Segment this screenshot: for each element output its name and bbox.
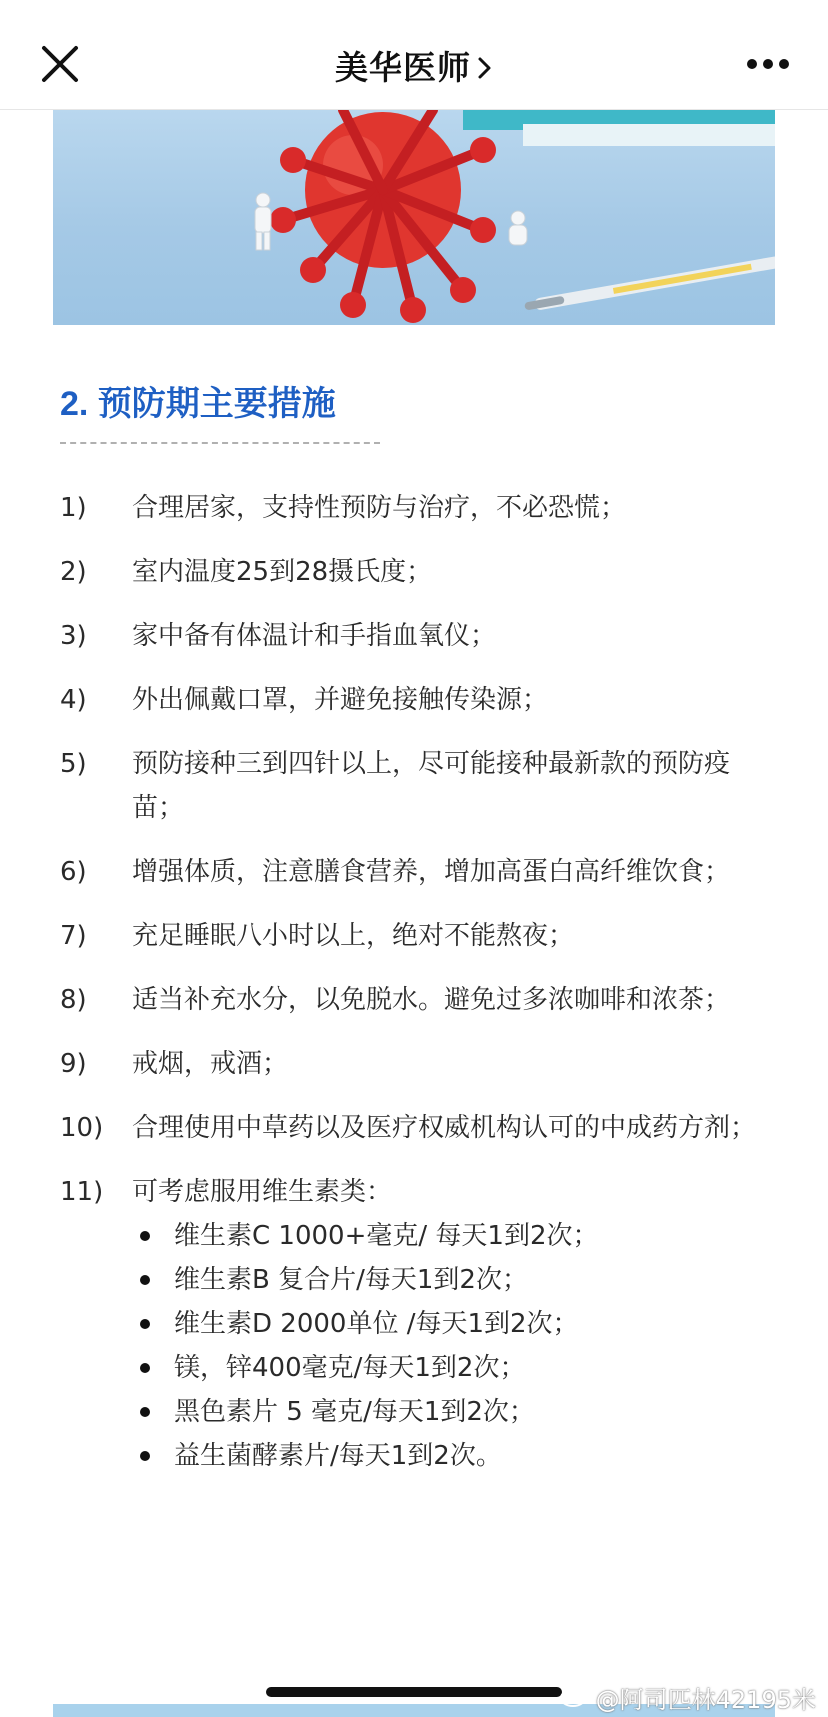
list-item	[60, 978, 780, 1022]
account-title-link[interactable]	[0, 42, 828, 89]
list-item-number: 8)	[60, 985, 87, 1015]
list-item-text: 充足睡眠八小时以上，绝对不能熬夜；	[132, 921, 575, 951]
vitamin-text: 镁，锌400毫克/每天1到2次；	[174, 1353, 526, 1383]
list-item	[60, 1170, 780, 1478]
list-item-number: 4)	[60, 685, 87, 715]
vitamin-item	[132, 1434, 780, 1478]
vitamin-list	[132, 1214, 780, 1478]
list-item-number: 2)	[60, 557, 87, 587]
vitamin-item	[132, 1214, 780, 1258]
more-horizontal-icon[interactable]	[744, 50, 792, 78]
list-item-number: 7)	[60, 921, 87, 951]
list-item-number: 5)	[60, 749, 87, 779]
virus-illustration	[53, 110, 775, 325]
list-item-text: 室内温度25到28摄氏度；	[132, 557, 433, 587]
list-item-number: 3)	[60, 621, 87, 651]
list-item	[60, 550, 780, 594]
vitamin-text: 维生素D 2000单位 /每天1到2次；	[174, 1309, 579, 1339]
vitamin-text: 维生素C 1000+毫克/ 每天1到2次；	[174, 1221, 599, 1251]
bullet-icon	[140, 1407, 150, 1417]
list-item-text: 适当补充水分，以免脱水。避免过多浓咖啡和浓茶；	[132, 985, 731, 1015]
list-item-text: 家中备有体温计和手指血氧仪；	[132, 621, 497, 651]
watermark	[560, 1680, 816, 1715]
list-item-text: 戒烟，戒酒；	[132, 1049, 289, 1079]
prevention-measures-list	[60, 486, 780, 1498]
list-item-number: 9)	[60, 1049, 87, 1079]
list-item-text: 增强体质，注意膳食营养，增加高蛋白高纤维饮食；	[132, 857, 731, 887]
vitamin-text: 维生素B 复合片/每天1到2次；	[174, 1265, 528, 1295]
list-item	[60, 678, 780, 722]
vitamin-item	[132, 1346, 780, 1390]
weibo-icon	[560, 1683, 590, 1713]
section-heading: 2. 预防期主要措施	[60, 385, 336, 423]
vitamin-text: 黑色素片 5 毫克/每天1到2次；	[174, 1397, 535, 1427]
list-item-number: 11)	[60, 1177, 104, 1207]
list-item	[60, 1106, 780, 1150]
watermark-text: @阿司匹林42195米	[595, 1686, 816, 1714]
list-item	[60, 742, 780, 830]
bullet-icon	[140, 1319, 150, 1329]
bullet-icon	[140, 1363, 150, 1373]
vitamin-item	[132, 1258, 780, 1302]
list-item-number: 10)	[60, 1113, 104, 1143]
chevron-right-icon	[477, 50, 493, 89]
list-item	[60, 850, 780, 894]
account-title: 美华医师	[335, 48, 471, 87]
bullet-icon	[140, 1275, 150, 1285]
list-item-number: 1)	[60, 493, 87, 523]
vitamin-item	[132, 1302, 780, 1346]
bullet-icon	[140, 1451, 150, 1461]
bullet-icon	[140, 1231, 150, 1241]
list-item	[60, 1042, 780, 1086]
vitamin-text: 益生菌酵素片/每天1到2次。	[174, 1441, 502, 1471]
list-item-text: 外出佩戴口罩，并避免接触传染源；	[132, 685, 549, 715]
list-item-number: 6)	[60, 857, 87, 887]
top-navigation-bar	[0, 0, 828, 110]
hero-image	[53, 110, 775, 325]
list-item-text: 合理居家，支持性预防与治疗，不必恐慌；	[132, 493, 627, 523]
home-indicator[interactable]	[266, 1687, 562, 1697]
list-item	[60, 914, 780, 958]
list-item-text: 预防接种三到四针以上，尽可能接种最新款的预防疫苗；	[132, 749, 731, 823]
vitamin-item	[132, 1390, 780, 1434]
list-item	[60, 486, 780, 530]
list-item-text: 可考虑服用维生素类：	[132, 1177, 393, 1207]
heading-divider	[60, 442, 380, 444]
list-item-text: 合理使用中草药以及医疗权威机构认可的中成药方剂；	[132, 1113, 757, 1143]
list-item	[60, 614, 780, 658]
